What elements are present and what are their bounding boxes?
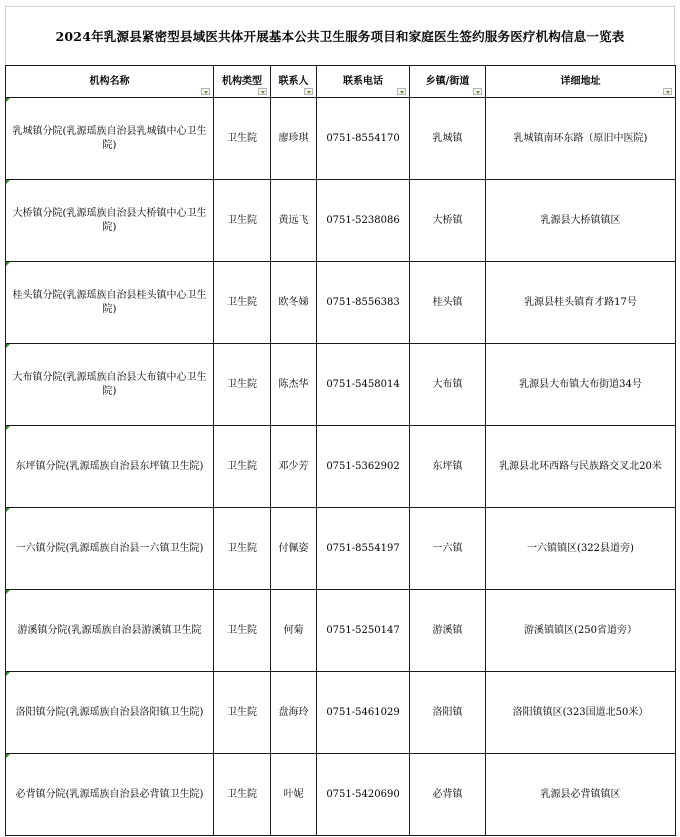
cell-name[interactable]: 洛阳镇分院(乳源瑶族自治县洛阳镇卫生院) [6,672,214,754]
cell-address[interactable]: 一六镇镇区(322县道旁) [486,508,676,590]
filter-dropdown-icon[interactable] [304,88,313,95]
cell-type[interactable]: 卫生院 [214,180,271,262]
cell-phone[interactable]: 0751-8556383 [317,262,410,344]
table-row [6,98,676,180]
cell-indicator-icon [6,426,10,430]
cell-contact[interactable]: 廖珍琪 [271,98,317,180]
cell-contact[interactable]: 何菊 [271,590,317,672]
header-row [6,66,676,98]
cell-indicator-icon [6,672,10,676]
cell-town[interactable]: 洛阳镇 [410,672,486,754]
sheet-title: 2024年乳源县紧密型县域医共体开展基本公共卫生服务项目和家庭医生签约服务医疗机构信息一览表 [5,6,675,65]
cell-phone[interactable]: 0751-8554197 [317,508,410,590]
cell-address[interactable]: 乳源县桂头镇育才路17号 [486,262,676,344]
cell-type[interactable]: 卫生院 [214,508,271,590]
cell-town[interactable]: 大桥镇 [410,180,486,262]
cell-address[interactable]: 乳源县大布镇大布街道34号 [486,344,676,426]
column-header-town: 乡镇/街道 [410,66,486,98]
cell-address[interactable]: 乳源县必背镇镇区 [486,754,676,836]
cell-name[interactable]: 必背镇分院(乳源瑶族自治县必背镇卫生院) [6,754,214,836]
column-header-contact: 联系人 [271,66,317,98]
cell-name[interactable]: 乳城镇分院(乳源瑶族自治县乳城镇中心卫生院) [6,98,214,180]
cell-phone[interactable]: 0751-5250147 [317,590,410,672]
column-header-name: 机构名称 [6,66,214,98]
filter-dropdown-icon[interactable] [473,88,482,95]
table-row [6,590,676,672]
cell-type[interactable]: 卫生院 [214,344,271,426]
cell-phone[interactable]: 0751-5362902 [317,426,410,508]
cell-address[interactable]: 乳源县北环西路与民族路交叉北20米 [486,426,676,508]
filter-dropdown-icon[interactable] [397,88,406,95]
cell-phone[interactable]: 0751-5461029 [317,672,410,754]
table-row [6,344,676,426]
cell-contact[interactable]: 欧冬娣 [271,262,317,344]
table-row [6,754,676,836]
cell-town[interactable]: 桂头镇 [410,262,486,344]
column-header-phone: 联系电话 [317,66,410,98]
cell-contact[interactable]: 陈杰华 [271,344,317,426]
cell-address[interactable]: 游溪镇镇区(250省道旁） [486,590,676,672]
cell-name[interactable]: 大桥镇分院(乳源瑶族自治县大桥镇中心卫生院) [6,180,214,262]
cell-contact[interactable]: 邓少芳 [271,426,317,508]
table-row [6,180,676,262]
cell-name[interactable]: 东坪镇分院(乳源瑶族自治县东坪镇卫生院) [6,426,214,508]
cell-phone[interactable]: 0751-5458014 [317,344,410,426]
filter-dropdown-icon[interactable] [258,88,267,95]
cell-type[interactable]: 卫生院 [214,754,271,836]
table-row [6,426,676,508]
cell-indicator-icon [6,98,10,102]
filter-dropdown-icon[interactable] [663,88,672,95]
cell-contact[interactable]: 付佩姿 [271,508,317,590]
cell-town[interactable]: 大布镇 [410,344,486,426]
cell-address[interactable]: 乳城镇南环东路（原旧中医院) [486,98,676,180]
institution-table [5,65,676,836]
cell-type[interactable]: 卫生院 [214,98,271,180]
cell-type[interactable]: 卫生院 [214,262,271,344]
cell-contact[interactable]: 盘海玲 [271,672,317,754]
cell-name[interactable]: 桂头镇分院(乳源瑶族自治县桂头镇中心卫生院) [6,262,214,344]
cell-town[interactable]: 乳城镇 [410,98,486,180]
cell-indicator-icon [6,590,10,594]
column-header-address: 详细地址 [486,66,676,98]
cell-phone[interactable]: 0751-5238086 [317,180,410,262]
cell-indicator-icon [6,180,10,184]
table-row [6,672,676,754]
cell-name[interactable]: 大布镇分院(乳源瑶族自治县大布镇中心卫生院) [6,344,214,426]
table-row [6,508,676,590]
spreadsheet [5,6,675,836]
cell-phone[interactable]: 0751-8554170 [317,98,410,180]
cell-indicator-icon [6,754,10,758]
cell-town[interactable]: 必背镇 [410,754,486,836]
cell-town[interactable]: 一六镇 [410,508,486,590]
cell-phone[interactable]: 0751-5420690 [317,754,410,836]
cell-town[interactable]: 游溪镇 [410,590,486,672]
cell-indicator-icon [6,344,10,348]
cell-type[interactable]: 卫生院 [214,672,271,754]
cell-address[interactable]: 洛阳镇镇区(323国道北50米） [486,672,676,754]
cell-name[interactable]: 游溪镇分院(乳源瑶族自治县游溪镇卫生院 [6,590,214,672]
cell-town[interactable]: 东坪镇 [410,426,486,508]
column-header-type: 机构类型 [214,66,271,98]
cell-indicator-icon [6,508,10,512]
cell-contact[interactable]: 黄远飞 [271,180,317,262]
cell-indicator-icon [6,262,10,266]
cell-address[interactable]: 乳源县大桥镇镇区 [486,180,676,262]
cell-type[interactable]: 卫生院 [214,426,271,508]
cell-name[interactable]: 一六镇分院(乳源瑶族自治县一六镇卫生院) [6,508,214,590]
cell-type[interactable]: 卫生院 [214,590,271,672]
filter-dropdown-icon[interactable] [201,88,210,95]
cell-contact[interactable]: 叶妮 [271,754,317,836]
table-row [6,262,676,344]
